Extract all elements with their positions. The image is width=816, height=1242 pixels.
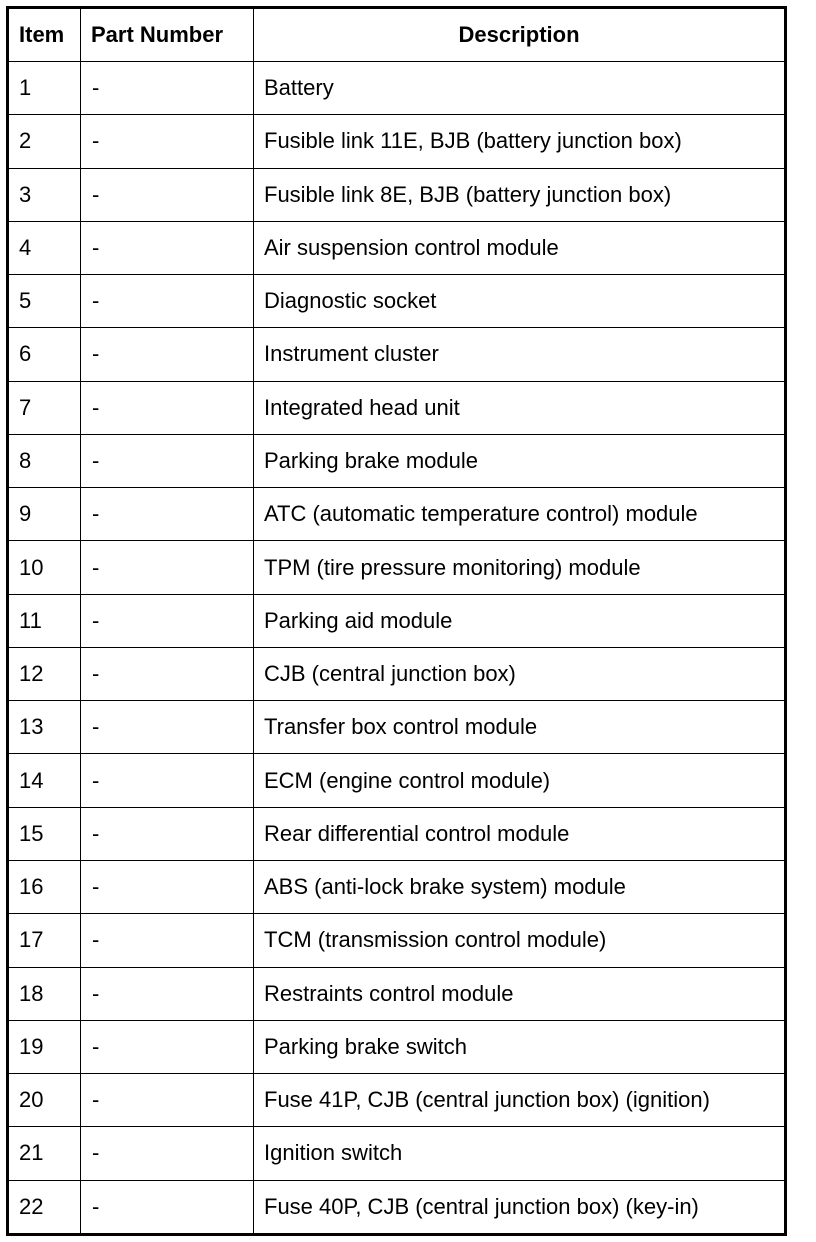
cell-description: Instrument cluster <box>254 328 786 381</box>
cell-item: 20 <box>8 1074 81 1127</box>
table-header-row <box>8 8 786 62</box>
cell-item: 21 <box>8 1127 81 1180</box>
cell-item: 12 <box>8 647 81 700</box>
cell-item: 14 <box>8 754 81 807</box>
cell-part-number: - <box>81 488 254 541</box>
table-row <box>8 914 786 967</box>
cell-description: Parking brake switch <box>254 1020 786 1073</box>
cell-item: 18 <box>8 967 81 1020</box>
cell-item: 17 <box>8 914 81 967</box>
cell-part-number: - <box>81 754 254 807</box>
cell-part-number: - <box>81 701 254 754</box>
cell-item: 13 <box>8 701 81 754</box>
cell-description: Fuse 41P, CJB (central junction box) (ignition) <box>254 1074 786 1127</box>
cell-description: Ignition switch <box>254 1127 786 1180</box>
cell-description: Rear differential control module <box>254 807 786 860</box>
cell-item: 8 <box>8 434 81 487</box>
cell-item: 1 <box>8 62 81 115</box>
cell-part-number: - <box>81 1127 254 1180</box>
parts-table <box>6 6 787 1236</box>
table-row <box>8 62 786 115</box>
header-part-number: Part Number <box>81 8 254 62</box>
cell-description: ABS (anti-lock brake system) module <box>254 860 786 913</box>
cell-description: Fuse 40P, CJB (central junction box) (key-in) <box>254 1180 786 1234</box>
cell-description: ATC (automatic temperature control) module <box>254 488 786 541</box>
cell-part-number: - <box>81 807 254 860</box>
table-row <box>8 1127 786 1180</box>
cell-description: TCM (transmission control module) <box>254 914 786 967</box>
cell-part-number: - <box>81 541 254 594</box>
cell-description: CJB (central junction box) <box>254 647 786 700</box>
cell-part-number: - <box>81 62 254 115</box>
cell-description: Fusible link 11E, BJB (battery junction box) <box>254 115 786 168</box>
cell-description: ECM (engine control module) <box>254 754 786 807</box>
cell-description: Integrated head unit <box>254 381 786 434</box>
cell-item: 10 <box>8 541 81 594</box>
cell-item: 9 <box>8 488 81 541</box>
cell-item: 6 <box>8 328 81 381</box>
cell-item: 5 <box>8 275 81 328</box>
cell-part-number: - <box>81 168 254 221</box>
cell-description: Restraints control module <box>254 967 786 1020</box>
cell-item: 7 <box>8 381 81 434</box>
cell-part-number: - <box>81 1074 254 1127</box>
cell-item: 16 <box>8 860 81 913</box>
table-row <box>8 754 786 807</box>
table-row <box>8 541 786 594</box>
cell-part-number: - <box>81 1020 254 1073</box>
table-row <box>8 967 786 1020</box>
cell-item: 22 <box>8 1180 81 1234</box>
table-row <box>8 221 786 274</box>
table-row <box>8 381 786 434</box>
cell-item: 2 <box>8 115 81 168</box>
cell-description: TPM (tire pressure monitoring) module <box>254 541 786 594</box>
table-row <box>8 115 786 168</box>
cell-part-number: - <box>81 275 254 328</box>
table-row <box>8 807 786 860</box>
cell-part-number: - <box>81 594 254 647</box>
table-row <box>8 701 786 754</box>
cell-description: Parking brake module <box>254 434 786 487</box>
cell-part-number: - <box>81 328 254 381</box>
cell-part-number: - <box>81 381 254 434</box>
table-row <box>8 275 786 328</box>
cell-description: Transfer box control module <box>254 701 786 754</box>
table-row <box>8 1074 786 1127</box>
cell-description: Diagnostic socket <box>254 275 786 328</box>
cell-part-number: - <box>81 860 254 913</box>
cell-part-number: - <box>81 115 254 168</box>
cell-part-number: - <box>81 647 254 700</box>
cell-part-number: - <box>81 914 254 967</box>
cell-item: 19 <box>8 1020 81 1073</box>
cell-description: Fusible link 8E, BJB (battery junction box) <box>254 168 786 221</box>
table-row <box>8 860 786 913</box>
table-row <box>8 647 786 700</box>
cell-description: Air suspension control module <box>254 221 786 274</box>
table-row <box>8 328 786 381</box>
cell-part-number: - <box>81 434 254 487</box>
cell-description: Battery <box>254 62 786 115</box>
cell-item: 4 <box>8 221 81 274</box>
table-row <box>8 488 786 541</box>
table-row <box>8 1020 786 1073</box>
cell-description: Parking aid module <box>254 594 786 647</box>
table-row <box>8 434 786 487</box>
cell-item: 3 <box>8 168 81 221</box>
table-row <box>8 1180 786 1234</box>
cell-part-number: - <box>81 1180 254 1234</box>
cell-item: 11 <box>8 594 81 647</box>
table-row <box>8 594 786 647</box>
cell-part-number: - <box>81 967 254 1020</box>
table-body <box>8 62 786 1235</box>
header-item: Item <box>8 8 81 62</box>
cell-item: 15 <box>8 807 81 860</box>
cell-part-number: - <box>81 221 254 274</box>
header-description: Description <box>254 8 786 62</box>
table-row <box>8 168 786 221</box>
